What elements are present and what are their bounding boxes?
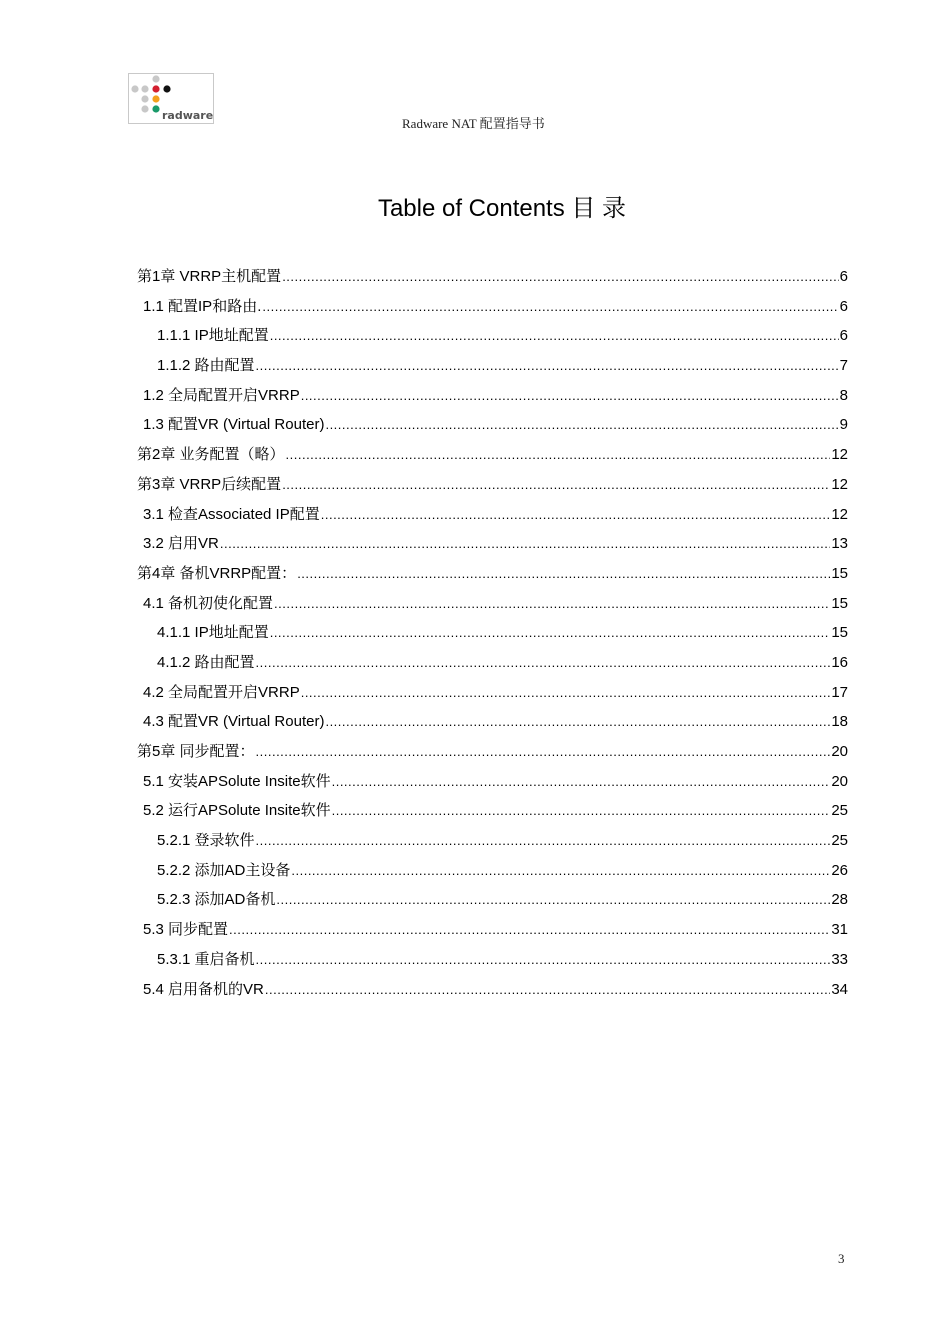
toc-entry-label: 4.1.1 IP地址配置 bbox=[157, 624, 269, 642]
toc-entry-label: 4.2 全局配置开启VRRP bbox=[143, 683, 300, 701]
toc-entry[interactable] bbox=[137, 711, 848, 741]
toc-entry-label: 3.2 启用VR bbox=[143, 535, 219, 553]
toc-dot-leader bbox=[256, 830, 831, 852]
toc-entry-label: 3.1 检查Associated IP配置 bbox=[143, 505, 320, 523]
logo-wordmark: radware bbox=[162, 109, 214, 122]
toc-dot-leader bbox=[282, 474, 830, 496]
toc-dot-leader bbox=[297, 563, 830, 585]
toc-entry-label: 5.4 启用备机的VR bbox=[143, 980, 264, 998]
page-number: 3 bbox=[838, 1251, 845, 1266]
document-header-title: Radware NAT 配置指导书 bbox=[402, 116, 545, 131]
toc-entry-label: 5.1 安装APSolute Insite软件 bbox=[143, 772, 331, 790]
toc-dot-leader bbox=[256, 741, 831, 763]
toc-entry-label: 5.2.3 添加AD备机 bbox=[157, 891, 276, 909]
toc-dot-leader bbox=[256, 949, 831, 971]
toc-entry-label: 1.3 配置VR (Virtual Router) bbox=[143, 416, 325, 434]
toc-entry-page: 6 bbox=[839, 327, 848, 345]
toc-dot-leader bbox=[229, 919, 830, 941]
toc-dot-leader bbox=[270, 325, 839, 347]
toc-entry-label: 第4章 备机VRRP配置： bbox=[137, 564, 297, 582]
toc-entry-page: 17 bbox=[831, 683, 848, 701]
toc-entry[interactable] bbox=[137, 533, 848, 563]
toc-entry[interactable] bbox=[137, 474, 848, 504]
toc-dot-leader bbox=[270, 622, 831, 644]
toc-dot-leader bbox=[301, 385, 839, 407]
toc-dot-leader bbox=[332, 771, 831, 793]
toc-entry-label: 5.2.2 添加AD主设备 bbox=[157, 861, 291, 879]
toc-entry[interactable] bbox=[137, 741, 848, 771]
toc-entry[interactable] bbox=[137, 414, 848, 444]
table-of-contents bbox=[137, 266, 848, 1008]
toc-entry-page: 20 bbox=[831, 743, 848, 760]
toc-entry-label: 1.1.2 路由配置 bbox=[157, 357, 255, 375]
toc-entry[interactable] bbox=[137, 504, 848, 534]
toc-dot-leader bbox=[276, 889, 830, 911]
toc-entry-label: 第2章 业务配置（略） bbox=[137, 446, 285, 464]
toc-entry-page: 25 bbox=[831, 802, 848, 820]
toc-entry-page: 18 bbox=[831, 713, 848, 731]
toc-entry-page: 13 bbox=[831, 535, 848, 553]
toc-entry[interactable] bbox=[137, 889, 848, 919]
toc-entry-page: 12 bbox=[831, 446, 848, 464]
toc-entry[interactable] bbox=[137, 444, 848, 474]
toc-entry-label: 1.2 全局配置开启VRRP bbox=[143, 386, 300, 404]
toc-entry[interactable] bbox=[137, 860, 848, 890]
toc-entry-page: 31 bbox=[831, 921, 848, 939]
toc-entry-label: 4.1 备机初使化配置 bbox=[143, 594, 274, 612]
toc-entry[interactable] bbox=[137, 652, 848, 682]
toc-entry[interactable] bbox=[137, 830, 848, 860]
toc-dot-leader bbox=[265, 979, 830, 1001]
toc-entry-label: 4.1.2 路由配置 bbox=[157, 653, 255, 671]
toc-entry-page: 33 bbox=[831, 950, 848, 968]
toc-dot-leader bbox=[321, 504, 831, 526]
toc-entry-label: 第1章 VRRP主机配置 bbox=[137, 268, 282, 285]
toc-entry-page: 8 bbox=[839, 386, 848, 404]
toc-entry[interactable] bbox=[137, 771, 848, 801]
toc-dot-leader bbox=[282, 266, 838, 288]
toc-dot-leader bbox=[286, 444, 831, 466]
toc-entry-page: 34 bbox=[831, 980, 848, 998]
toc-entry[interactable] bbox=[137, 800, 848, 830]
toc-dot-leader bbox=[262, 296, 838, 318]
toc-dot-leader bbox=[274, 593, 830, 615]
toc-entry[interactable] bbox=[137, 919, 848, 949]
toc-dot-leader bbox=[220, 533, 830, 555]
toc-entry-page: 9 bbox=[839, 416, 848, 434]
toc-dot-leader bbox=[301, 682, 831, 704]
toc-entry-page: 15 bbox=[831, 594, 848, 612]
toc-dot-leader bbox=[256, 355, 839, 377]
toc-entry[interactable] bbox=[137, 593, 848, 623]
toc-dot-leader bbox=[325, 414, 838, 436]
toc-entry[interactable] bbox=[137, 266, 848, 296]
toc-entry-page: 6 bbox=[839, 268, 848, 285]
toc-entry-label: 4.3 配置VR (Virtual Router) bbox=[143, 713, 325, 731]
toc-entry-page: 7 bbox=[839, 357, 848, 375]
toc-entry[interactable] bbox=[137, 622, 848, 652]
radware-logo bbox=[128, 73, 214, 124]
toc-entry[interactable] bbox=[137, 325, 848, 355]
toc-entry-label: 5.2 运行APSolute Insite软件 bbox=[143, 802, 331, 820]
toc-entry[interactable] bbox=[137, 296, 848, 326]
toc-entry-page: 6 bbox=[839, 297, 848, 315]
toc-entry-page: 20 bbox=[831, 772, 848, 790]
toc-entry-label: 第5章 同步配置： bbox=[137, 743, 255, 760]
toc-entry-page: 16 bbox=[831, 653, 848, 671]
toc-dot-leader bbox=[332, 800, 831, 822]
toc-entry-label: 1.1 配置IP和路由. bbox=[143, 297, 262, 315]
toc-dot-leader bbox=[256, 652, 831, 674]
toc-entry-page: 15 bbox=[831, 564, 848, 582]
toc-entry[interactable] bbox=[137, 682, 848, 712]
toc-entry-label: 5.2.1 登录软件 bbox=[157, 832, 255, 850]
toc-entry-page: 26 bbox=[831, 861, 848, 879]
toc-entry[interactable] bbox=[137, 355, 848, 385]
toc-entry-page: 12 bbox=[831, 475, 848, 493]
toc-entry-page: 28 bbox=[831, 891, 848, 909]
toc-entry[interactable] bbox=[137, 563, 848, 593]
toc-entry-label: 5.3.1 重启备机 bbox=[157, 950, 255, 968]
toc-entry-page: 15 bbox=[831, 624, 848, 642]
toc-dot-leader bbox=[325, 711, 830, 733]
toc-entry[interactable] bbox=[137, 949, 848, 979]
toc-entry-label: 1.1.1 IP地址配置 bbox=[157, 327, 269, 345]
toc-dot-leader bbox=[291, 860, 830, 882]
toc-entry-label: 第3章 VRRP后续配置 bbox=[137, 475, 282, 493]
toc-title: Table of Contents 目 录 bbox=[377, 195, 627, 222]
toc-entry-label: 5.3 同步配置 bbox=[143, 921, 229, 939]
toc-entry[interactable] bbox=[137, 385, 848, 415]
toc-entry-page: 25 bbox=[831, 832, 848, 850]
toc-entry-page: 12 bbox=[831, 505, 848, 523]
toc-entry[interactable] bbox=[137, 979, 848, 1009]
